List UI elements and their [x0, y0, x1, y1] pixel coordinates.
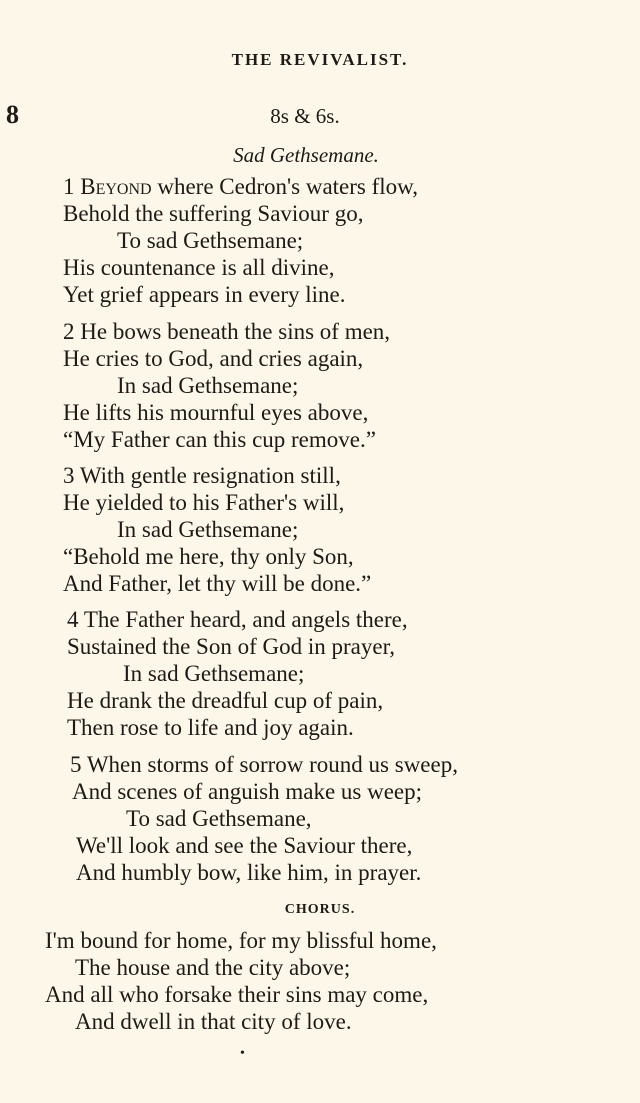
stanza-number: 1: [63, 174, 75, 199]
printer-mark: •: [240, 1046, 245, 1061]
stanza-line-text: The Father heard, and angels there,: [83, 607, 408, 632]
stanza-1-line-3: To sad Gethsemane;: [117, 228, 304, 253]
hymn-meter: 8s & 6s.: [270, 104, 340, 128]
stanza-2-line-4: He lifts his mournful eyes above,: [63, 400, 369, 425]
stanza-4-line-3: In sad Gethsemane;: [123, 661, 305, 686]
chorus-line-1: I'm bound for home, for my blissful home,: [45, 928, 437, 953]
stanza-number: 2: [63, 319, 75, 344]
stanza-1-line-2: Behold the suffering Saviour go,: [63, 201, 364, 226]
stanza-4-line-1: [67, 606, 408, 633]
stanza-2-line-1: [63, 318, 390, 345]
stanza-number: 5: [70, 752, 82, 777]
stanza-5-line-3: To sad Gethsemane,: [126, 806, 312, 831]
stanza-2-line-3: In sad Gethsemane;: [117, 373, 299, 398]
stanza-number: 3: [63, 463, 75, 488]
stanza-5-line-1: [70, 751, 458, 778]
chorus-line-2: The house and the city above;: [75, 955, 351, 980]
stanza-number: 4: [67, 607, 79, 632]
stanza-3-line-3: In sad Gethsemane;: [117, 517, 299, 542]
stanza-4-line-5: Then rose to life and joy again.: [67, 715, 354, 740]
stanza-2-line-2: He cries to God, and cries again,: [63, 346, 364, 371]
stanza-1-line-1: [63, 173, 418, 200]
stanza-4-line-4: He drank the dreadful cup of pain,: [67, 688, 384, 713]
stanza-1-line-5: Yet grief appears in every line.: [63, 282, 346, 307]
stanza-3-line-5: And Father, let thy will be done.”: [63, 571, 372, 596]
stanza-line-text: where Cedron's waters flow,: [151, 174, 419, 199]
hymn-title: Sad Gethsemane.: [233, 143, 379, 167]
stanza-3-line-1: [63, 462, 341, 489]
running-header: THE REVIVALIST.: [231, 50, 409, 69]
stanza-first-word: Beyond: [80, 174, 152, 199]
stanza-4-line-2: Sustained the Son of God in prayer,: [67, 634, 396, 659]
stanza-5-line-4: We'll look and see the Saviour there,: [76, 833, 413, 858]
stanza-2-line-5: “My Father can this cup remove.”: [63, 427, 376, 452]
chorus-line-4: And dwell in that city of love.: [75, 1009, 352, 1034]
hymn-number: 8: [6, 100, 19, 129]
stanza-line-text: With gentle resignation still,: [79, 463, 341, 488]
stanza-line-text: He bows beneath the sins of men,: [80, 319, 391, 344]
stanza-5-line-5: And humbly bow, like him, in prayer.: [76, 860, 422, 885]
stanza-1-line-4: His countenance is all divine,: [63, 255, 335, 280]
stanza-line-text: When storms of sorrow round us sweep,: [86, 752, 458, 777]
stanza-3-line-2: He yielded to his Father's will,: [63, 490, 345, 515]
stanza-5-line-2: And scenes of anguish make us weep;: [72, 779, 423, 804]
stanza-3-line-4: “Behold me here, thy only Son,: [63, 544, 354, 569]
chorus-line-3: And all who forsake their sins may come,: [45, 982, 429, 1007]
chorus-heading: CHORUS.: [284, 902, 356, 917]
